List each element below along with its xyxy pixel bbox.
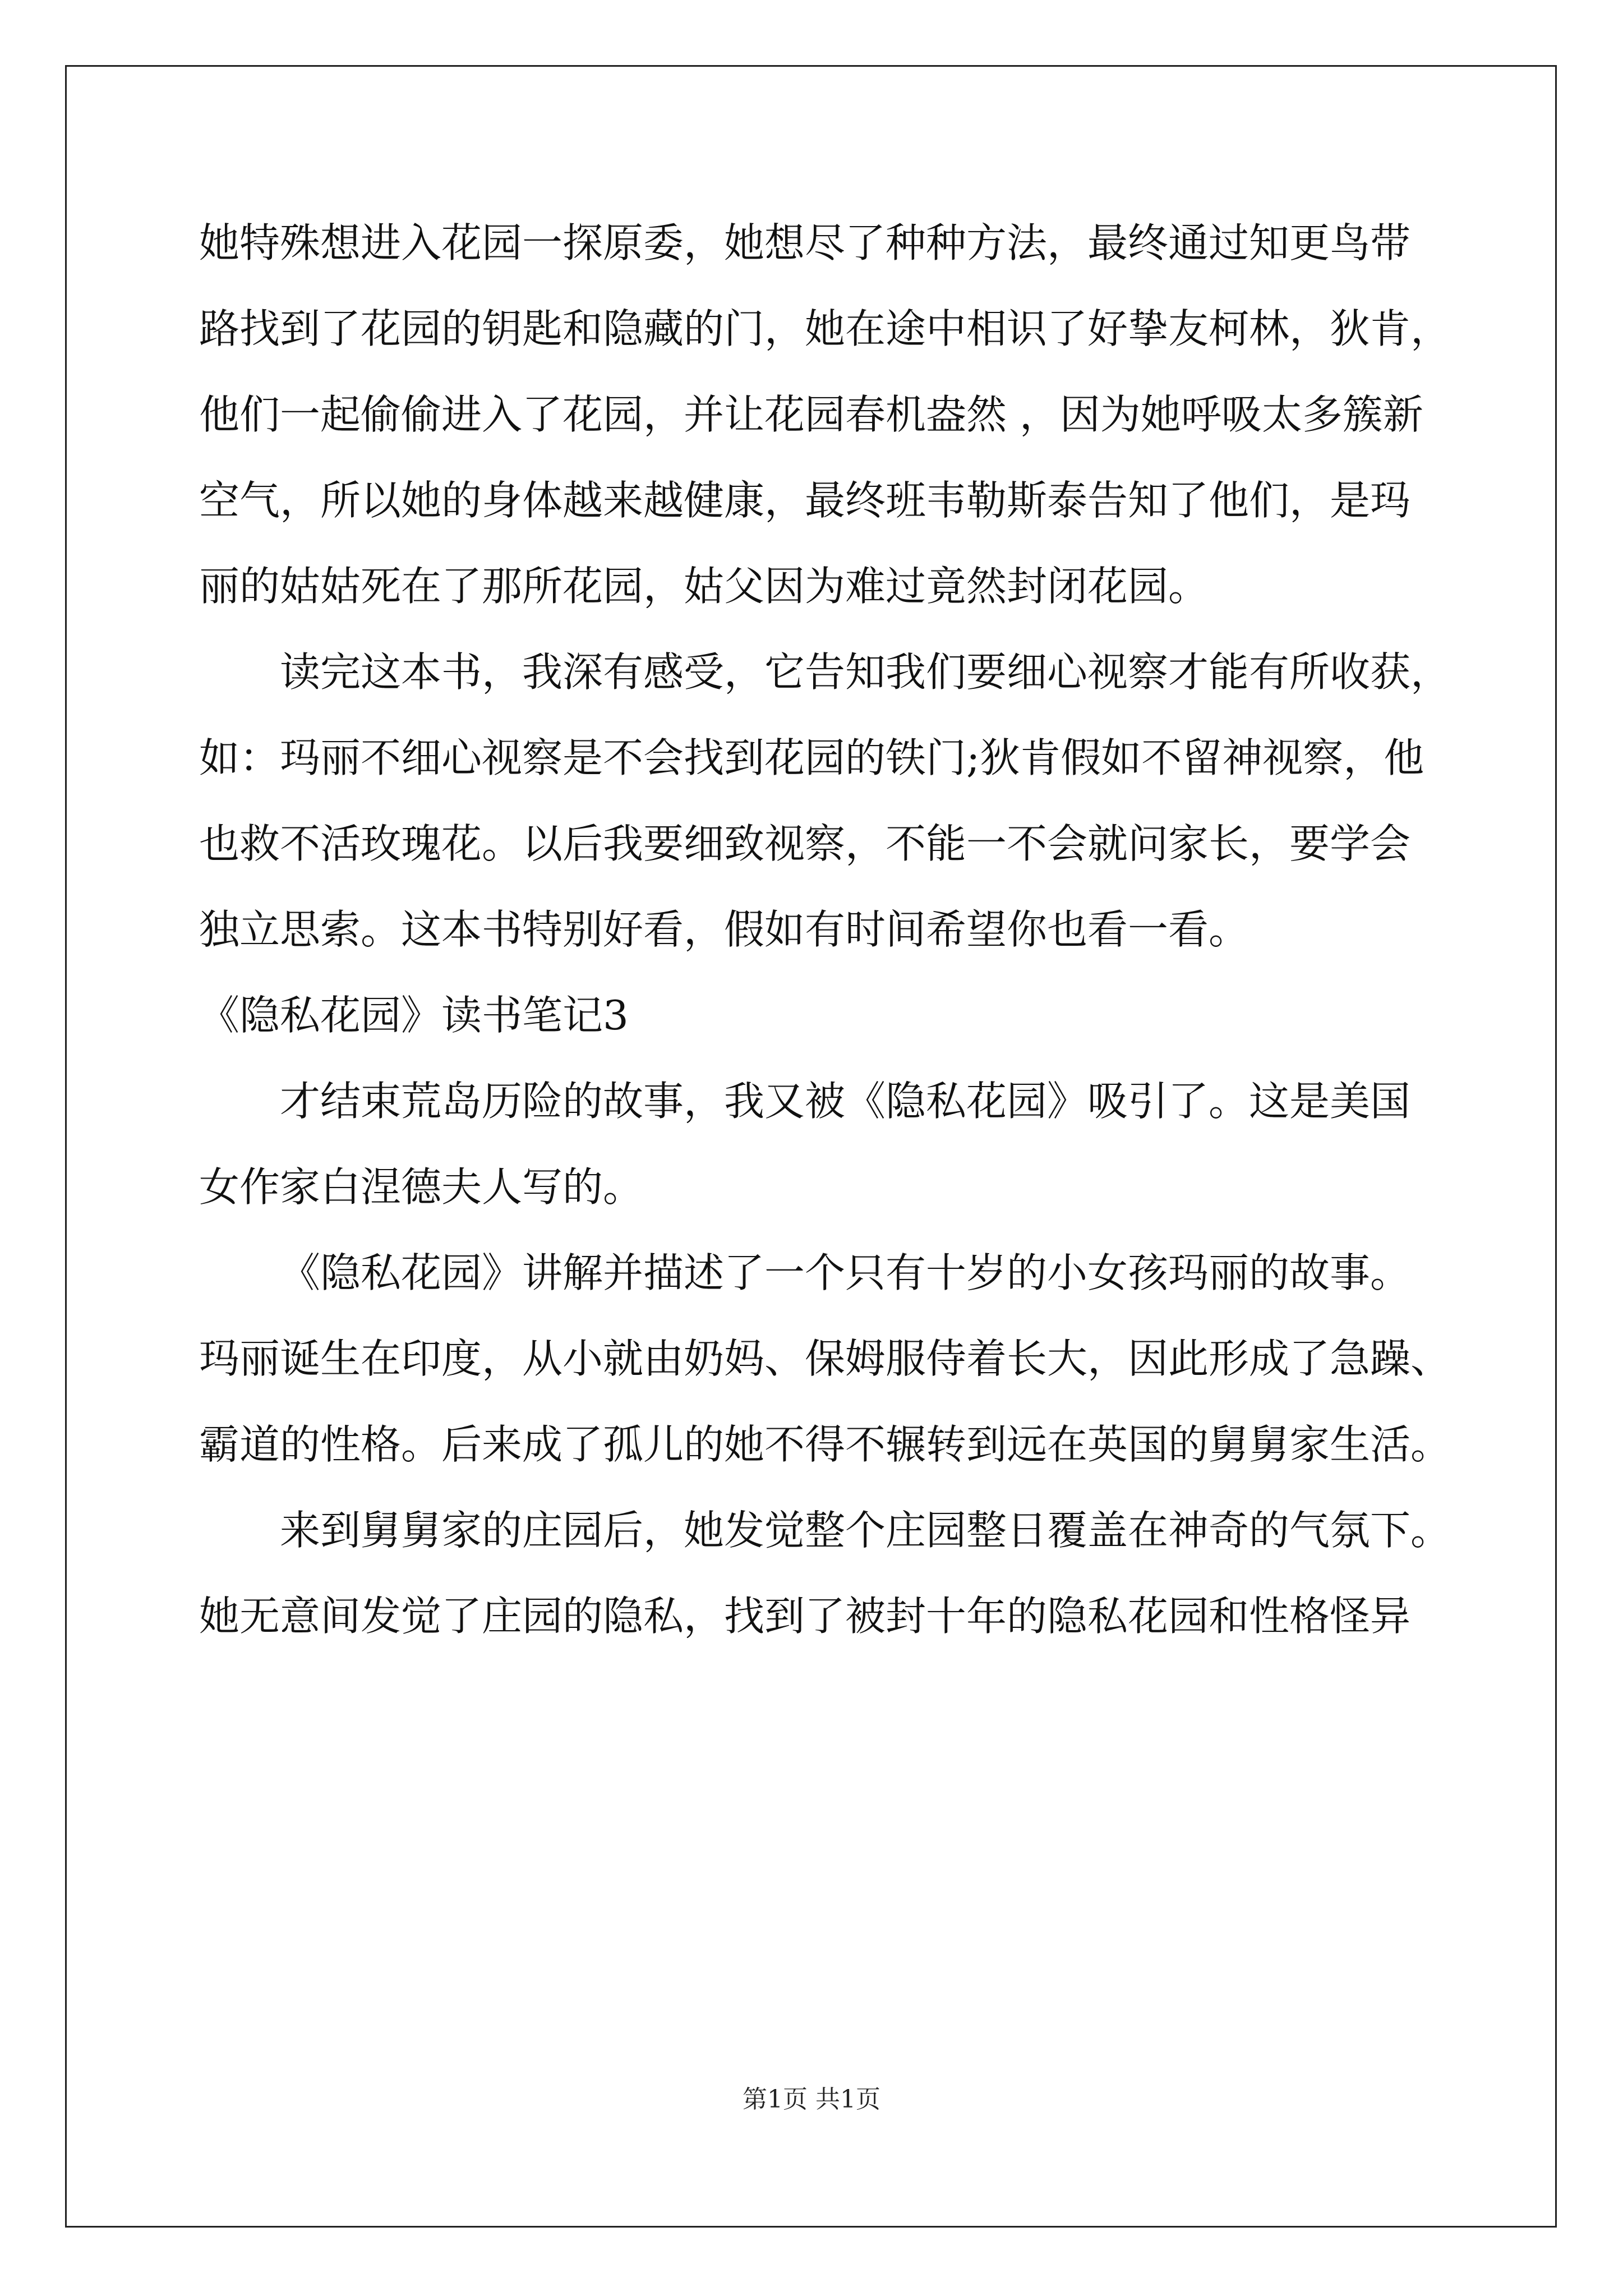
paragraph-start-line: 才结束荒岛历险的故事，我又被《隐私花园》吸引了。这是美国	[280, 1078, 1411, 1125]
text-line: 独立思索。这本书特别好看，假如有时间希望你也看一看。	[199, 906, 1249, 953]
page-footer: 第1页 共1页	[743, 2085, 880, 2114]
text-line: 如：玛丽不细心视察是不会找到花园的铁门;狄肯假如不留神视察，他	[199, 734, 1424, 781]
paragraph-start-line: 来到舅舅家的庄园后，她发觉整个庄园整日覆盖在神奇的气氛下。	[280, 1507, 1451, 1554]
text-line: 她特殊想进入花园一探原委，她想尽了种种方法，最终通过知更鸟带	[199, 219, 1411, 266]
text-line: 也救不活玫瑰花。以后我要细致视察，不能一不会就问家长，要学会	[199, 820, 1411, 867]
paragraph-start-line: 《隐私花园》讲解并描述了一个只有十岁的小女孩玛丽的故事。	[280, 1249, 1411, 1296]
text-line: 玛丽诞生在印度，从小就由奶妈、保姆服侍着长大，因此形成了急躁、	[199, 1335, 1451, 1382]
text-line: 路找到了花园的钥匙和隐藏的门，她在途中相识了好挚友柯林，狄肯，	[199, 305, 1451, 352]
text-line: 女作家白涅德夫人写的。	[199, 1163, 644, 1211]
text-line: 她无意间发觉了庄园的隐私，找到了被封十年的隐私花园和性格怪异	[199, 1593, 1411, 1640]
text-line: 霸道的性格。后来成了孤儿的她不得不辗转到远在英国的舅舅家生活。	[199, 1421, 1451, 1468]
section-heading: 《隐私花园》读书笔记3	[199, 992, 629, 1039]
text-line: 丽的姑姑死在了那所花园，姑父因为难过竟然封闭花园。	[199, 563, 1209, 610]
text-line: 他们一起偷偷进入了花园，并让花园春机盎然 ，因为她呼吸太多簇新	[199, 391, 1423, 438]
paragraph-start-line: 读完这本书，我深有感受，它告知我们要细心视察才能有所收获，	[280, 648, 1451, 696]
text-line: 空气，所以她的身体越来越健康，最终班韦勒斯泰告知了他们，是玛	[199, 477, 1411, 524]
